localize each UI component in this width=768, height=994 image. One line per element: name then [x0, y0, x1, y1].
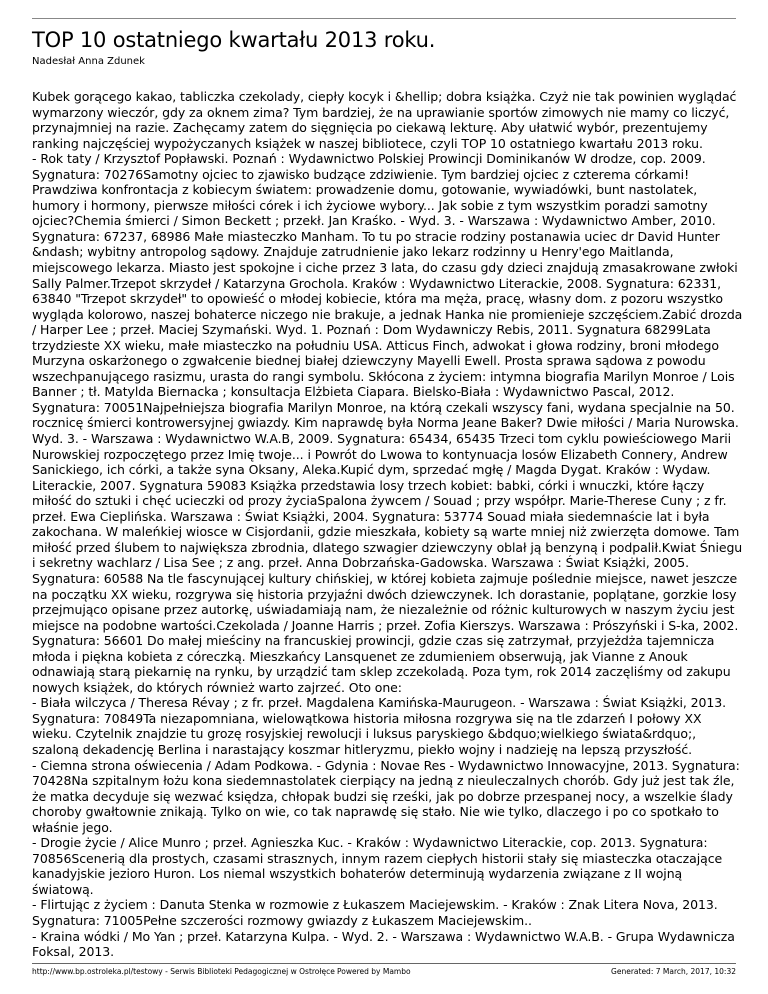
paragraph: - Flirtując z życiem : Danuta Stenka w rozmowie z Łukaszem Maciejewskim. - Kraków : Znak Litera Nova, 2013. Sygnatura: 71005Pełne szczerości rozmowy gwiazdy z Łukaszem Maciejewskim..: [32, 897, 718, 928]
top-rule: [32, 18, 736, 19]
paragraph: - Drogie życie / Alice Munro ; przeł. Agnieszka Kuc. - Kraków : Wydawnictwo Literackie, cop. 2013. Sygnatura: 70856Scenerią dla prostych, czasami strasznych, innym razem ciepłych historii stały się miasteczka otaczające kanadyjskie jezioro Huron. Los niemal wszystkich bohaterów determinują wydarzenia związane z II wojną światową.: [32, 835, 723, 897]
article-body: [32, 89, 744, 960]
paragraph: - Biała wilczyca / Theresa Révay ; z fr. przeł. Magdalena Kamińska-Maurugeon. - Warszawa : Świat Książki, 2013. Sygnatura: 70849Ta niezapomniana, wielowątkowa historia miłosna rozgrywa się na tle zdarzeń I połowy XX wieku. Czytelnik znajdzie tu grozę rosyjskiej rewolucji i luksus paryskiego &bdquo;wielkiego świata&rdquo;, szaloną dekadencję Berlina i narastający koszmar hitleryzmu, piekło wojny i nadzieję na lepszą przyszłość.: [32, 695, 727, 757]
footer-powered: Powered by Mambo: [337, 967, 411, 976]
footer-source: http://www.bp.ostroleka.pl/testowy - Serwis Biblioteki Pedagogicznej w Ostrołęce: [32, 967, 335, 976]
paragraph: Kubek gorącego kakao, tabliczka czekolady, ciepły kocyk i &hellip; dobra książka. Czyż nie tak powinien wyglądać wymarzony wieczór, gdy za oknem zima? Tym bardziej, że na uprawianie sportów zimowych nie mamy co liczyć, przynajmniej na razie. Zachęcamy zatem do sięgnięcia po ciekawą lekturę. Aby ułatwić wybór, prezentujemy ranking najczęściej wypożyczanych książek w naszej bibliotece, czyli TOP 10 ostatniego kwartału 2013 roku.: [32, 89, 737, 151]
page-footer: [32, 963, 736, 980]
paragraph: - Ciemna strona oświecenia / Adam Podkowa. - Gdynia : Novae Res - Wydawnictwo Innowacyjne, 2013. Sygnatura: 70428Na szpitalnym łożu kona siedemnastolatek cierpiący na jedną z nieuleczalnych chorób. Gdy już jest tak źle, że matka decyduje się wezwać księdza, chłopak budzi się rześki, jak po dobrze przespanej nocy, a wszelkie ślady choroby gwałtownie znikają. Tylko on wie, co tak naprawdę się stało. Nie wie tylko, dlaczego i po co spotkało to właśnie jego.: [32, 757, 740, 835]
paragraph: - Rok taty / Krzysztof Popławski. Poznań : Wydawnictwo Polskiej Prowincji Dominikanów W drodze, cop. 2009. Sygnatura: 70276Samotny ojciec to zjawisko budzące zdziwienie. Tym bardziej ojciec z czterema córkami! Prawdziwa konfrontacja z kobiecym światem: prowadzenie domu, gotowanie, wywiadówki, bunt nastolatek, humory i hormony, pierwsze miłości córek i ich życiowe wybory... Jak sobie z tym wszystkim poradzi samotny ojciec?Chemia śmierci / Simon Beckett ; przekł. Jan Kraśko. - Wyd. 3. - Warszawa : Wydawnictwo Amber, 2010. Sygnatura: 67237, 68986 Małe miasteczko Manham. To tu po stracie rodziny postanawia uciec dr David Hunter &ndash; wybitny antropolog sądowy. Znajduje zatrudnienie jako lekarz rodzinny u Henry'ego Maitlanda, miejscowego lekarza. Miasto jest spokojne i ciche przez 3 lata, do czasu gdy dzieci znajdują zmasakrowane zwłoki Sally Palmer.Trzepot skrzydeł / Katarzyna Grochola. Kraków : Wydawnictwo Literackie, 2008. Sygnatura: 62331, 63840 "Trzepot skrzydeł" to opowieść o młodej kobiecie, która ma męża, pracę, własny dom. z pozoru wszystko wygląda kolorowo, naszej bohaterce niczego nie brakuje, a jednak Hanka nie promienieje szczęściem.Zabić drozda / Harper Lee ; przeł. Maciej Szymański. Wyd. 1. Poznań : Dom Wydawniczy Rebis, 2011. Sygnatura 68299Lata trzydzieste XX wieku, małe miasteczko na południu USA. Atticus Finch, adwokat i głowa rodziny, broni młodego Murzyna oskarżonego o zgwałcenie biednej białej dziewczyny Mayelli Ewell. Prosta sprawa sądowa z powodu wszechpanującego rasizmu, urasta do rangi symbolu. Skłócona z życiem: intymna biografia Marilyn Monroe / Lois Banner ; tł. Matylda Biernacka ; konsultacja Elżbieta Ciapara. Bielsko-Biała : Wydawnictwo Pascal, 2012. Sygnatura: 70051Najpełniejsza biografia Marilyn Monroe, na którą czekali wszyscy fani, wydana specjalnie na 50. rocznicę śmierci kontrowersyjnej gwiazdy. Kim naprawdę była Norma Jeane Baker? Dwie miłości / Maria Nurowska. Wyd. 3. - Warszawa : Wydawnictwo W.A.B, 2009. Sygnatura: 65434, 65435 Trzeci tom cyklu powieściowego Marii Nurowskiej rozpoczętego przez Imię twoje... i Powrót do Lwowa to kontynuacja losów Elizabeth Connery, Andrew Sanickiego, ich córki, a także syna Oksany, Aleka.Kupić dym, sprzedać mgłę / Magda Dygat. Kraków : Wydaw. Literackie, 2007. Sygnatura 59083 Książka przedstawia losy trzech kobiet: babki, córki i wnuczki, które łączy miłość do sztuki i chęć ucieczki od prozy życiaSpalona żywcem / Souad ; przy współpr. Marie-Therese Cuny ; z fr. przeł. Ewa Cieplińska. Warszawa : Świat Książki, 2004. Sygnatura: 53774 Souad miała siedemnaście lat i była zakochana. W maleńkiej wiosce w Cisjordanii, gdzie mieszkała, kobiety są warte mniej niż zwierzęta domowe. Tam miłość przed ślubem to największa zbrodnia, dlatego szwagier dziewczyny oblał ją benzyną i podpalił.Kwiat Śniegu i sekretny wachlarz / Lisa See ; z ang. przeł. Anna Dobrzańska-Gadowska. Warszawa : Świat Książki, 2005. Sygnatura: 60588 Na tle fascynującej kultury chińskiej, w której kobieta zajmuje poślednie miejsce, nawet jeszcze na początku XX wieku, rozgrywa się historia przyjaźni dwóch dziewczynek. Ich dorastanie, poplątane, gorzkie losy przejmująco opisane przez autorkę, uświadamiają nam, że niezależnie od różnic kulturowych w naszym życiu jest miejsce na podobne wartości.Czekolada / Joanne Harris ; przeł. Zofia Kierszys. Warszawa : Prószyński i S-ka, 2002. Sygnatura: 56601 Do małej mieściny na francuskiej prowincji, gdzie czas się zatrzymał, przyjeżdża tajemnicza młoda i piękna kobieta z córeczką. Mieszkańcy Lansquenet ze zdumieniem obserwują, jak Vianne z Anouk odnawiają starą piekarnię na rynku, by urządzić tam sklep zczekoladą. Poza tym, rok 2014 zaczęliśmy od zakupu nowych książek, do których również warto zajrzeć. Oto one:: [32, 151, 743, 695]
paragraph: - Kraina wódki / Mo Yan ; przeł. Katarzyna Kulpa. - Wyd. 2. - Warszawa : Wydawnictwo W.A.B. - Grupa Wydawnicza Foksal, 2013.: [32, 928, 735, 960]
article-title: TOP 10 ostatniego kwartału 2013 roku.: [32, 28, 436, 52]
footer-generated: Generated: 7 March, 2017, 10:32: [611, 967, 736, 976]
article-author: Nadesłał Anna Zdunek: [32, 56, 145, 67]
